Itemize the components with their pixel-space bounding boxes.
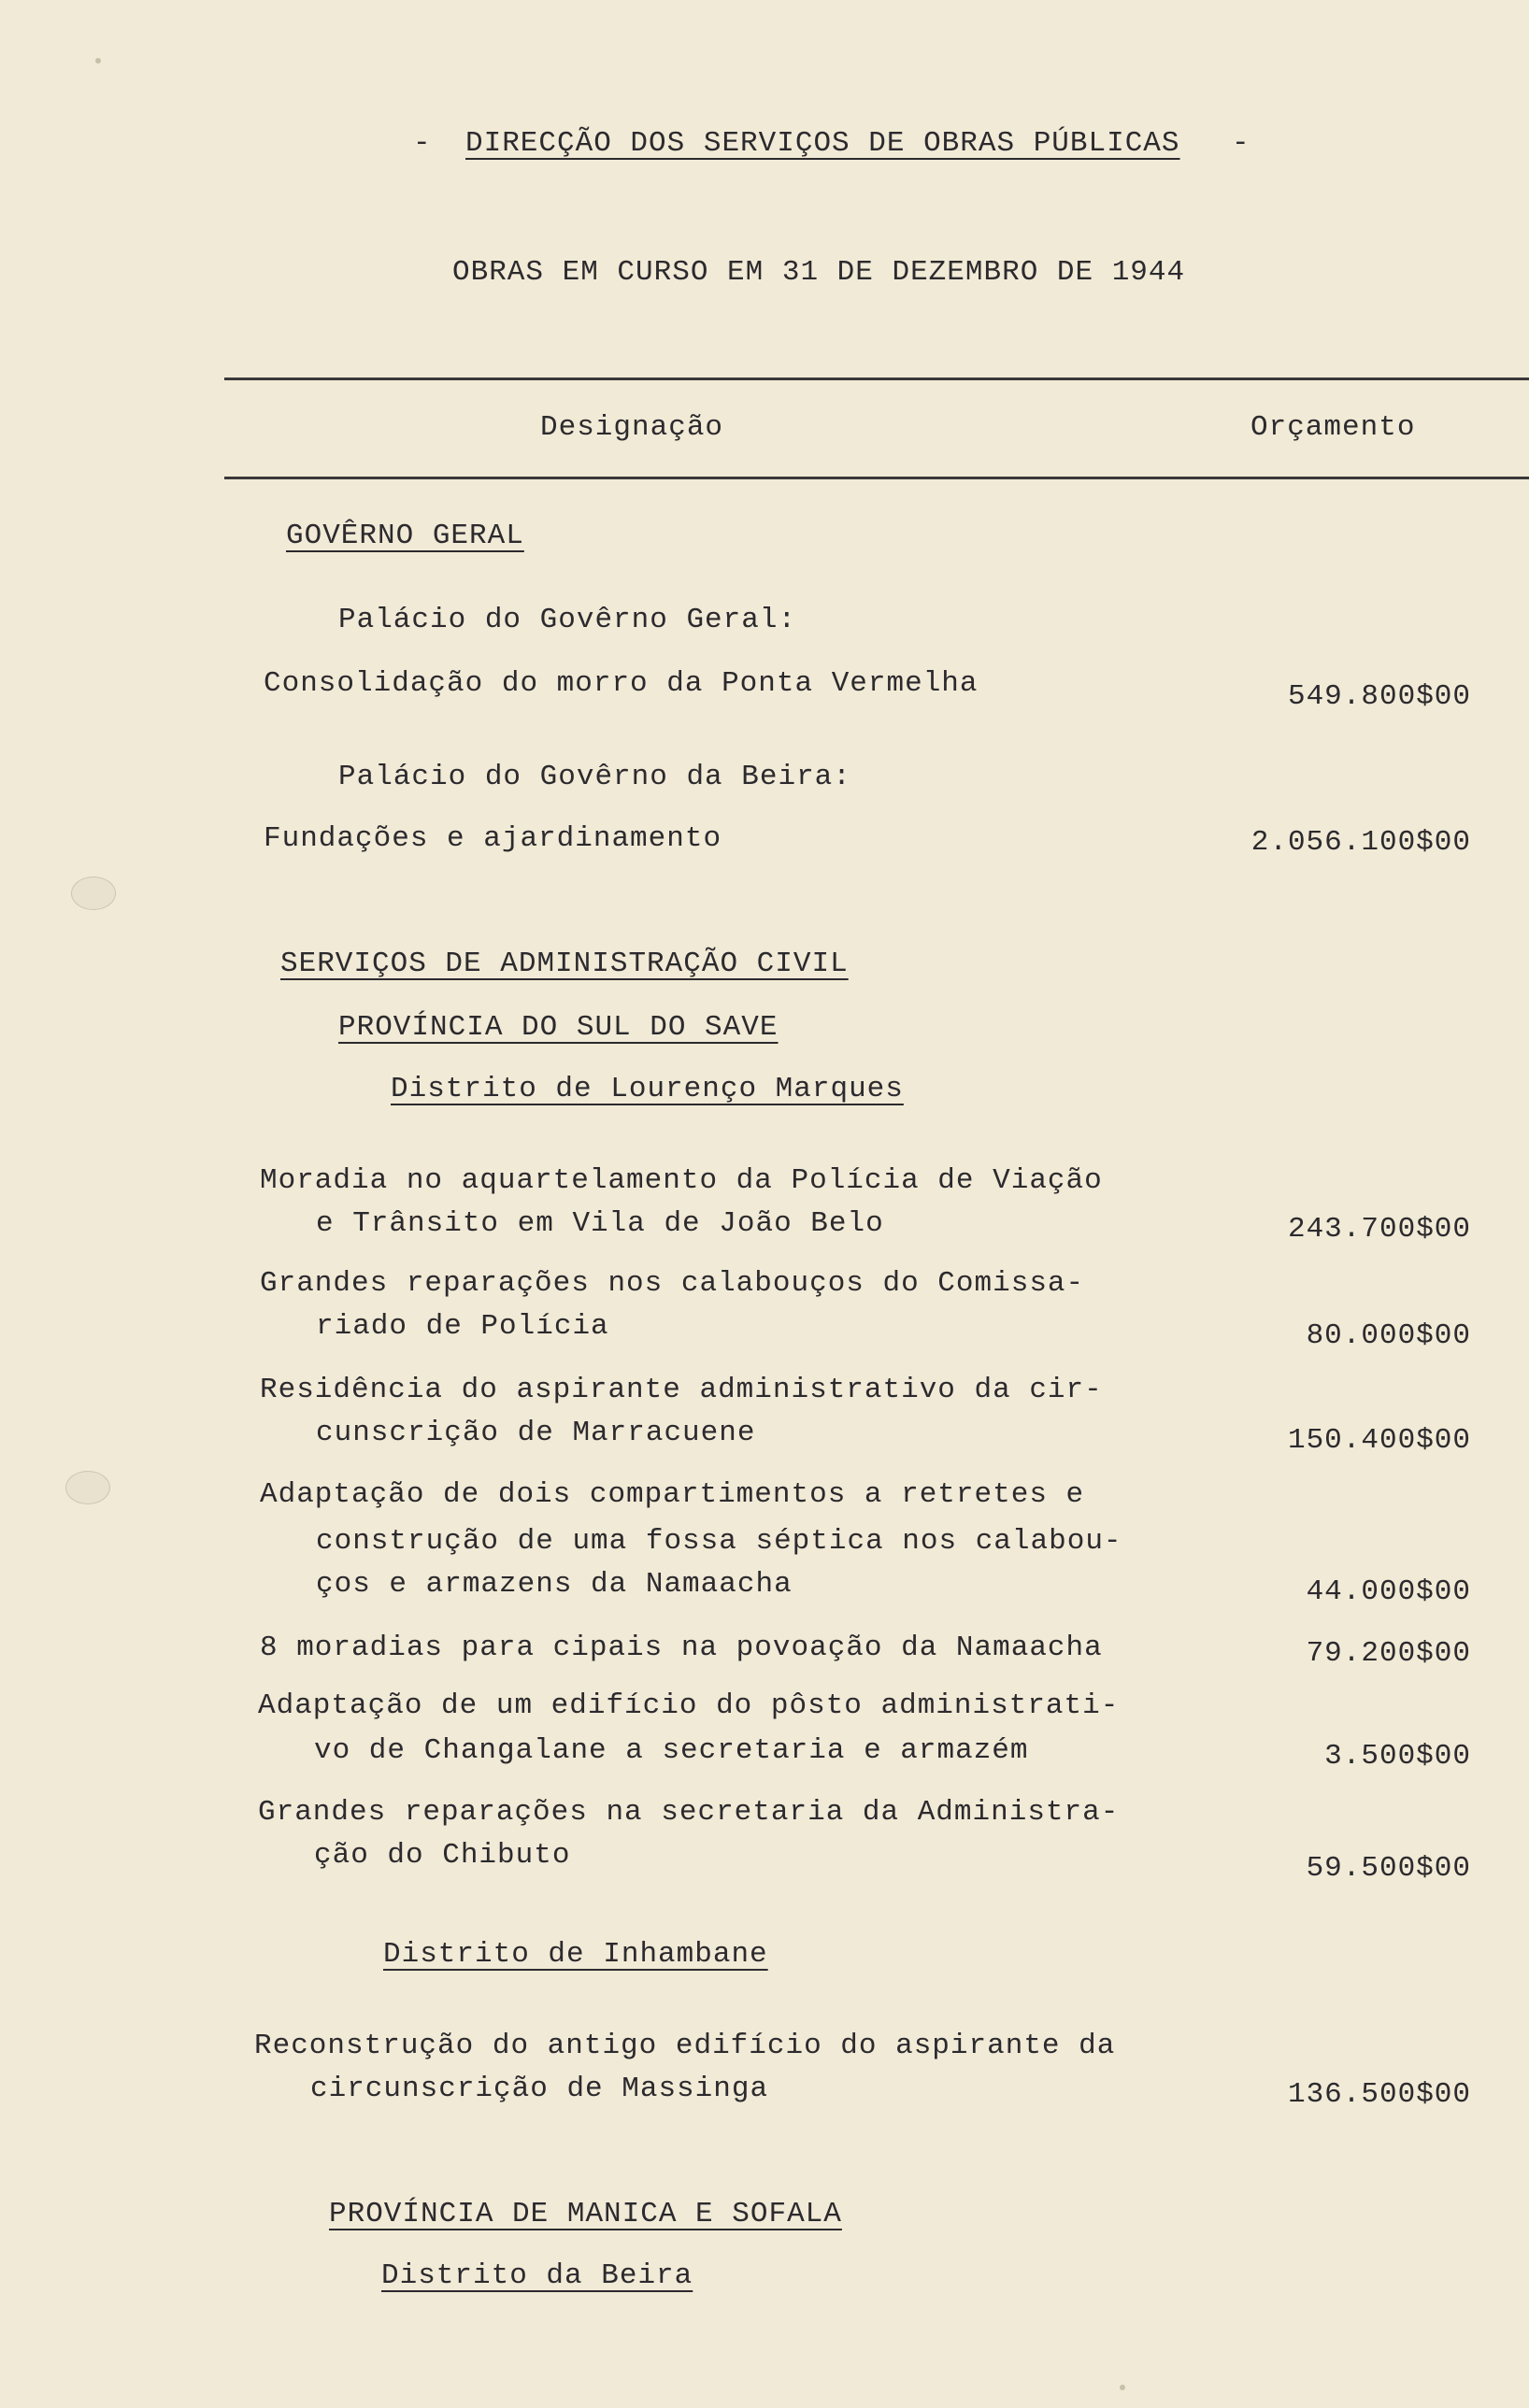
title-dash-left: -	[413, 127, 432, 160]
item-line: vo de Changalane a secretaria e armazém	[314, 1734, 1029, 1767]
table-rule-top	[224, 378, 1529, 380]
district-heading-lourenco-marques: Distrito de Lourenço Marques	[391, 1073, 904, 1105]
item-line: Reconstrução do antigo edifício do aspirante da	[254, 2030, 1116, 2062]
item-amount: 3.500$00	[1324, 1740, 1471, 1773]
section-heading-governo-geral: GOVÊRNO GERAL	[286, 520, 524, 552]
page-title: DIRECÇÃO DOS SERVIÇOS DE OBRAS PÚBLICAS	[465, 127, 1180, 160]
column-header-designation: Designação	[540, 411, 724, 444]
subheading-palacio-geral: Palácio do Govêrno Geral:	[338, 604, 797, 636]
title-dash-right: -	[1232, 127, 1250, 160]
item-line: Grandes reparações na secretaria da Administra-	[258, 1796, 1120, 1829]
item-line: 8 moradias para cipais na povoação da Namaacha	[260, 1631, 1103, 1664]
item-line: Residência do aspirante administrativo da cir-	[260, 1374, 1103, 1406]
item-amount: 549.800$00	[1287, 680, 1471, 713]
item-text: Consolidação do morro da Ponta Vermelha	[264, 667, 979, 700]
punch-hole-bottom	[65, 1471, 110, 1504]
item-line: construção de uma fossa séptica nos calabou-	[316, 1525, 1122, 1558]
item-amount: 150.400$00	[1287, 1424, 1471, 1457]
item-line: Adaptação de dois compartimentos a retretes e	[260, 1478, 1085, 1511]
item-text: Fundações e ajardinamento	[264, 822, 722, 855]
item-line: cunscrição de Marracuene	[316, 1417, 756, 1449]
item-line: riado de Polícia	[316, 1310, 609, 1343]
item-amount: 59.500$00	[1306, 1852, 1471, 1885]
paper-speck	[1120, 2385, 1125, 2390]
paper-speck	[95, 58, 101, 64]
item-amount: 136.500$00	[1287, 2078, 1471, 2111]
punch-hole-top	[71, 876, 116, 910]
item-amount: 243.700$00	[1287, 1213, 1471, 1246]
item-line: Grandes reparações nos calabouços do Comissa-	[260, 1267, 1085, 1300]
subheading-palacio-beira: Palácio do Govêrno da Beira:	[338, 761, 851, 793]
item-amount: 80.000$00	[1306, 1319, 1471, 1352]
item-line: Adaptação de um edifício do pôsto administrati-	[258, 1689, 1120, 1722]
item-line: e Trânsito em Vila de João Belo	[316, 1207, 884, 1240]
province-heading-sul-do-save: PROVÍNCIA DO SUL DO SAVE	[338, 1011, 779, 1044]
item-line: circunscrição de Massinga	[310, 2073, 769, 2105]
district-heading-beira: Distrito da Beira	[381, 2259, 693, 2292]
item-amount: 79.200$00	[1306, 1637, 1471, 1670]
item-line: ção do Chibuto	[314, 1839, 571, 1872]
table-rule-bottom	[224, 477, 1529, 479]
item-line: ços e armazens da Namaacha	[316, 1568, 793, 1601]
item-line: Moradia no aquartelamento da Polícia de Viação	[260, 1164, 1103, 1197]
section-heading-admin-civil: SERVIÇOS DE ADMINISTRAÇÃO CIVIL	[280, 948, 849, 980]
page-subtitle: OBRAS EM CURSO EM 31 DE DEZEMBRO DE 1944	[452, 256, 1186, 289]
item-amount: 44.000$00	[1306, 1575, 1471, 1608]
district-heading-inhambane: Distrito de Inhambane	[383, 1938, 768, 1971]
column-header-budget: Orçamento	[1250, 411, 1416, 444]
item-amount: 2.056.100$00	[1250, 826, 1471, 859]
province-heading-manica-sofala: PROVÍNCIA DE MANICA E SOFALA	[329, 2198, 842, 2230]
